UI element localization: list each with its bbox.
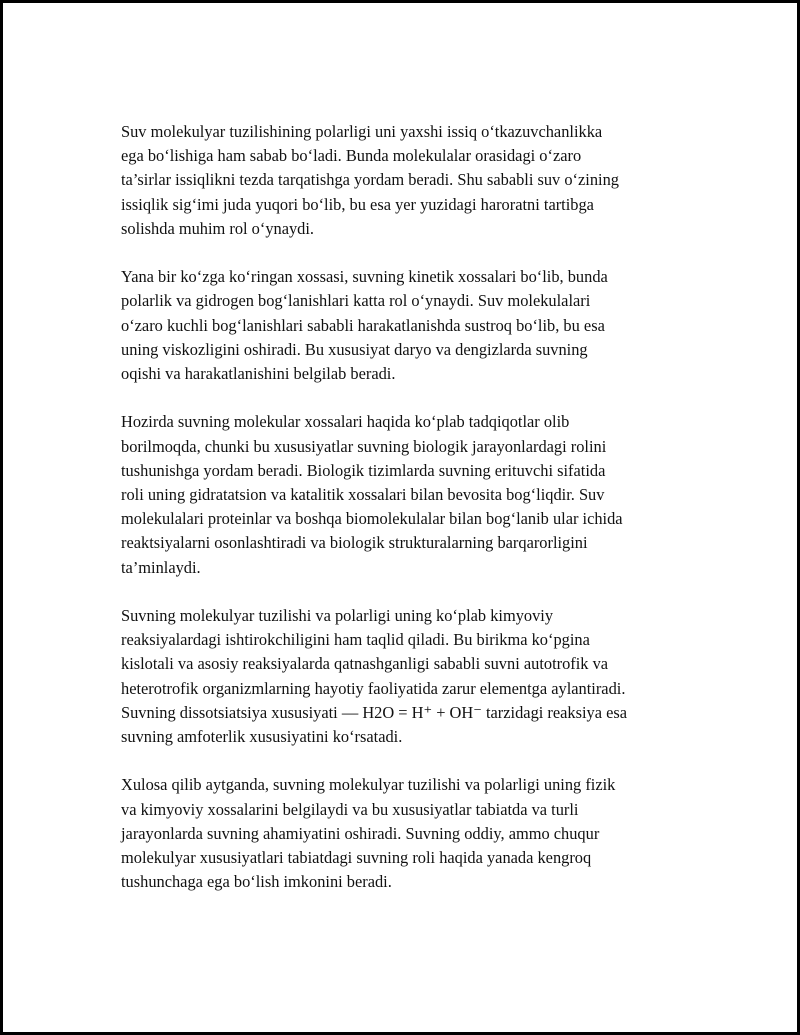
- text-line: ta’minlaydi.: [121, 557, 201, 577]
- text-line: oqishi va harakatlanishini belgilab beradi.: [121, 364, 396, 384]
- text-line: solishda muhim rol o‘ynaydi.: [121, 218, 315, 238]
- text-line: Suv molekulyar tuzilishining polarligi uni yaxshi issiq o‘tkazuvchanlikka: [121, 122, 603, 141]
- text-line: molekulyar xususiyatlari tabiatdagi suvning roli haqida yanada kengroq: [121, 848, 592, 868]
- text-line: va kimyoviy xossalarini belgilaydi va bu xususiyatlar tabiatda va turli: [121, 799, 579, 819]
- text-line: ega bo‘lishiga ham sabab bo‘ladi. Bunda molekulalar orasidagi o‘zaro: [121, 146, 582, 166]
- document-body: [121, 120, 701, 894]
- text-line: reaksiyalardagi ishtirokchiligini ham taqlid qiladi. Bu birikma ko‘pgina: [121, 630, 590, 650]
- paragraph-4: [121, 604, 701, 749]
- text-line: Suvning dissotsiatsiya xususiyati — H2O = H⁺ + OH⁻ tarzidagi reaksiya esa: [121, 702, 628, 722]
- text-line: kislotali va asosiy reaksiyalarda qatnashganligi sababli suvni autotrofik va: [121, 654, 609, 674]
- paragraph-3: [121, 410, 701, 579]
- paragraph-5: [121, 773, 701, 894]
- paragraph-2: [121, 265, 701, 386]
- text-line: Suvning molekulyar tuzilishi va polarligi uning ko‘plab kimyoviy: [121, 606, 554, 626]
- text-line: Hozirda suvning molekular xossalari haqida ko‘plab tadqiqotlar olib: [121, 412, 570, 432]
- text-line: roli uning gidratatsion va katalitik xossalari bilan bevosita bog‘liqdir. Suv: [121, 485, 605, 505]
- text-line: suvning amfoterlik xususiyatini ko‘rsatadi.: [121, 727, 403, 747]
- text-line: tushunishga yordam beradi. Biologik tizimlarda suvning erituvchi sifatida: [121, 460, 606, 480]
- text-line: o‘zaro kuchli bog‘lanishlari sababli harakatlanishda sustroq bo‘lib, bu esa: [121, 315, 605, 335]
- text-line: Xulosa qilib aytganda, suvning molekulyar tuzilishi va polarligi uning fizik: [121, 775, 616, 795]
- text-line: borilmoqda, chunki bu xususiyatlar suvning biologik jarayonlardagi rolini: [121, 436, 607, 456]
- text-line: issiqlik sig‘imi juda yuqori bo‘lib, bu esa yer yuzidagi haroratni tartibga: [121, 194, 594, 214]
- text-line: tushunchaga ega bo‘lish imkonini beradi.: [121, 872, 392, 892]
- text-line: Yana bir ko‘zga ko‘ringan xossasi, suvning kinetik xossalari bo‘lib, bunda: [121, 267, 608, 287]
- text-line: reaktsiyalarni osonlashtiradi va biologik strukturalarning barqarorligini: [121, 533, 588, 553]
- text-line: polarlik va gidrogen bog‘lanishlari katta rol o‘ynaydi. Suv molekulalari: [121, 291, 591, 311]
- text-line: jarayonlarda suvning ahamiyatini oshiradi. Suvning oddiy, ammo chuqur: [121, 823, 600, 843]
- text-line: molekulalari proteinlar va boshqa biomolekulalar bilan bog‘lanib ular ichida: [121, 509, 623, 529]
- text-line: uning viskozligini oshiradi. Bu xususiyat daryo va dengizlarda suvning: [121, 339, 588, 359]
- text-line: heterotrofik organizmlarning hayotiy faoliyatida zarur elementga aylantiradi.: [121, 678, 626, 698]
- paragraph-1: [121, 120, 701, 241]
- text-line: ta’sirlar issiqlikni tezda tarqatishga yordam beradi. Shu sababli suv o‘zining: [121, 170, 619, 190]
